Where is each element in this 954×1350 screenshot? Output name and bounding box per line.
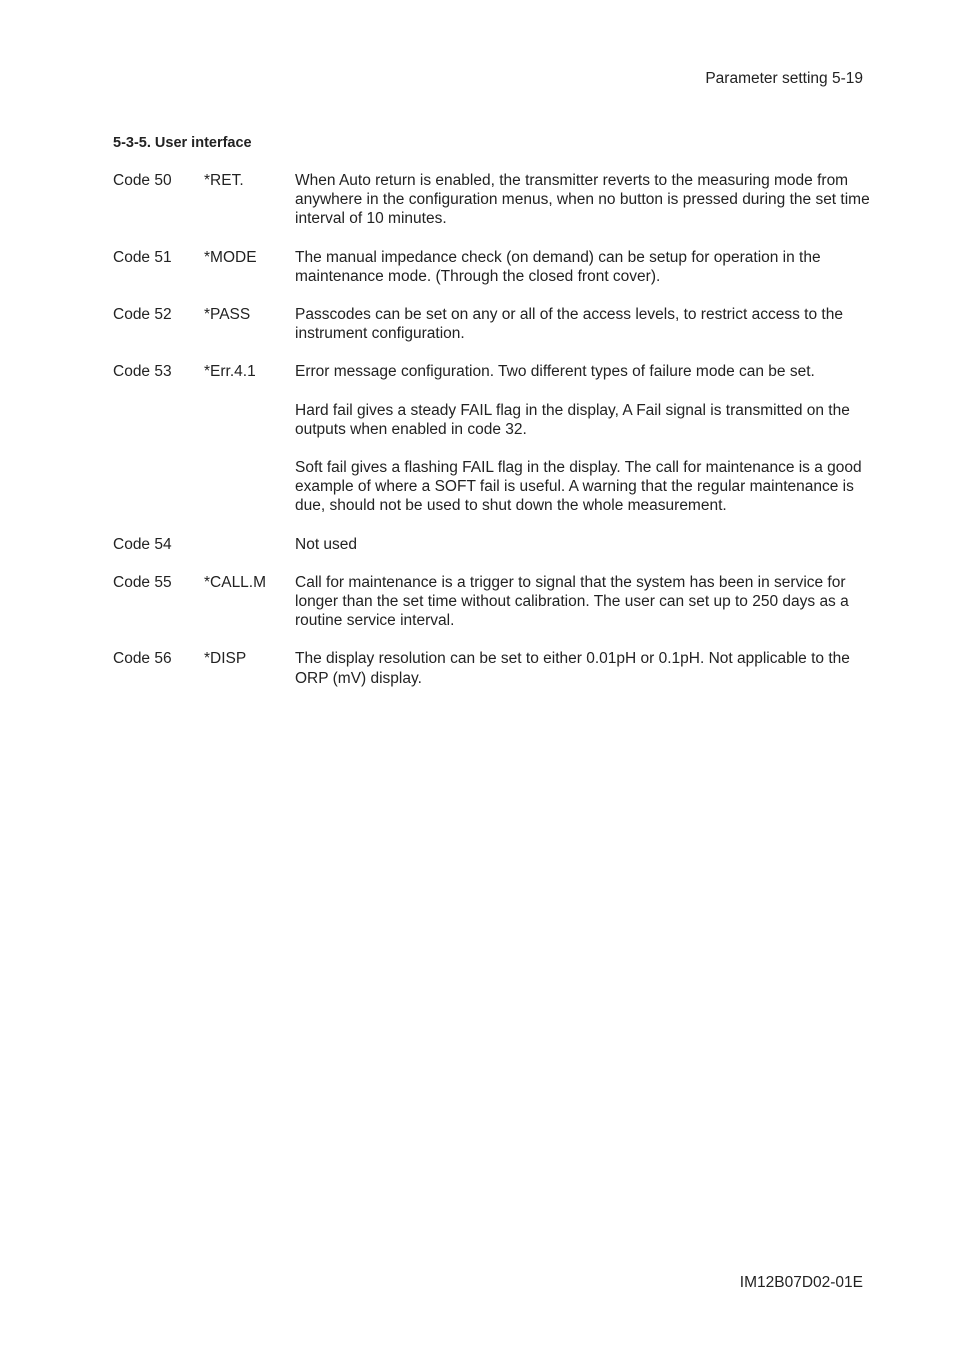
description-paragraph: Call for maintenance is a trigger to signal that the system has been in service for longer than the set time without calibration. The user can set up to 250 days as a routine service interval.	[295, 573, 849, 630]
parameter-entry-code-55	[113, 573, 873, 631]
parameter-list	[113, 171, 873, 707]
running-header: Parameter setting 5-19	[705, 70, 863, 87]
parameter-name: *DISP	[204, 650, 247, 668]
section-title: 5-3-5. User interface	[113, 135, 252, 151]
parameter-entry-code-54	[113, 535, 873, 554]
parameter-name: *PASS	[204, 306, 251, 324]
code-label: Code 54	[113, 535, 172, 553]
parameter-description	[295, 535, 873, 554]
description-paragraph: The display resolution can be set to either 0.01pH or 0.1pH. Not applicable to the ORP (mV) display.	[295, 650, 850, 687]
parameter-entry-code-50	[113, 171, 873, 229]
code-label: Code 51	[113, 248, 172, 266]
code-label: Code 56	[113, 650, 172, 668]
parameter-name: *MODE	[204, 248, 257, 266]
parameter-description	[295, 362, 873, 515]
parameter-description	[295, 171, 873, 229]
description-paragraph: The manual impedance check (on demand) can be setup for operation in the maintenance mode. (Through the closed front cover).	[295, 248, 821, 285]
parameter-entry-code-56	[113, 649, 873, 687]
document-number: IM12B07D02-01E	[739, 1274, 863, 1291]
parameter-description	[295, 305, 873, 343]
description-paragraph: Error message configuration. Two different types of failure mode can be set.	[295, 363, 815, 381]
parameter-entry-code-53	[113, 362, 873, 515]
parameter-name: *Err.4.1	[204, 363, 256, 381]
parameter-description	[295, 649, 873, 687]
parameter-name: *RET.	[204, 172, 244, 189]
description-paragraph: Not used	[295, 535, 358, 553]
code-label: Code 50	[113, 172, 172, 189]
description-paragraph: When Auto return is enabled, the transmitter reverts to the measuring mode from anywhere in the configuration menus, when no button is pressed during the set time interval of 10 minutes.	[295, 172, 870, 228]
parameter-entry-code-52	[113, 305, 873, 343]
parameter-entry-code-51	[113, 248, 873, 286]
parameter-name: *CALL.M	[204, 573, 267, 591]
parameter-description	[295, 573, 873, 631]
description-paragraph: Soft fail gives a flashing FAIL flag in the display. The call for maintenance is a good example of where a SOFT fail is useful. A warning that the regular maintenance is due, should not be used to shut down the whole measurement.	[295, 459, 862, 515]
code-label: Code 53	[113, 363, 172, 381]
description-paragraph: Hard fail gives a steady FAIL flag in the display, A Fail signal is transmitted on the outputs when enabled in code 32.	[295, 401, 850, 438]
code-label: Code 55	[113, 573, 172, 591]
description-paragraph: Passcodes can be set on any or all of the access levels, to restrict access to the instrument configuration.	[295, 306, 843, 343]
parameter-description	[295, 248, 873, 286]
code-label: Code 52	[113, 306, 172, 324]
